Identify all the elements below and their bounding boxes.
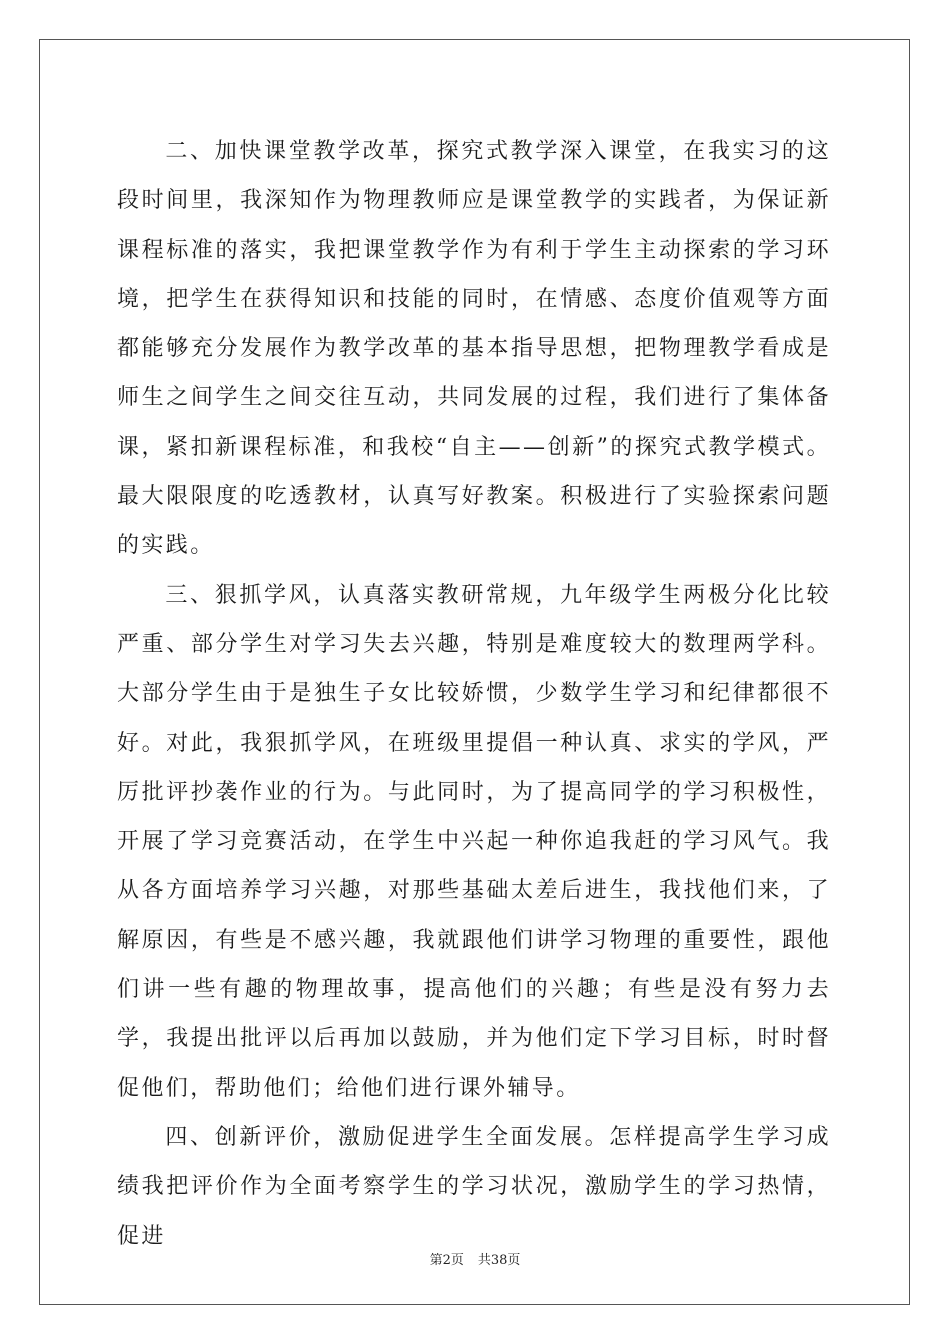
page-number: 第2页 [429, 1253, 464, 1268]
document-body [117, 127, 831, 1261]
paragraph-2: 二、加快课堂教学改革，探究式教学深入课堂，在我实习的这段时间里，我深知作为物理教师应是课堂教学的实践者，为保证新课程标准的落实，我把课堂教学作为有利于学生主动探索的学习环境，把学生在获得知识和技能的同时，在情感、态度价值观等方面都能够充分发展作为教学改革的基本指导思想，把物理教学看成是师生之间学生之间交往互动，共同发展的过程，我们进行了集体备课，紧扣新课程标准，和我校“自主——创新”的探究式教学模式。最大限限度的吃透教材，认真写好教案。积极进行了实验探索问题的实践。 [117, 139, 831, 559]
page-footer [0, 1249, 950, 1268]
page-total: 共38页 [477, 1253, 521, 1268]
paragraph-3: 三、狠抓学风，认真落实教研常规，九年级学生两极分化比较严重、部分学生对学习失去兴趣，特别是难度较大的数理两学科。大部分学生由于是独生子女比较娇惯，少数学生学习和纪律都很不好。对此，我狠抓学风，在班级里提倡一种认真、求实的学风，严厉批评抄袭作业的行为。与此同时，为了提高同学的学习积极性，开展了学习竞赛活动，在学生中兴起一种你追我赶的学习风气。我从各方面培养学习兴趣，对那些基础太差后进生，我找他们来，了解原因，有些是不感兴趣，我就跟他们讲学习物理的重要性，跟他们讲一些有趣的物理故事，提高他们的兴趣；有些是没有努力去学，我提出批评以后再加以鼓励，并为他们定下学习目标，时时督促他们，帮助他们；给他们进行课外辅导。 [117, 582, 831, 1101]
paragraph-4: 四、创新评价，激励促进学生全面发展。怎样提高学生学习成绩我把评价作为全面考察学生的学习状况，激励学生的学习热情，促进 [117, 1124, 831, 1249]
